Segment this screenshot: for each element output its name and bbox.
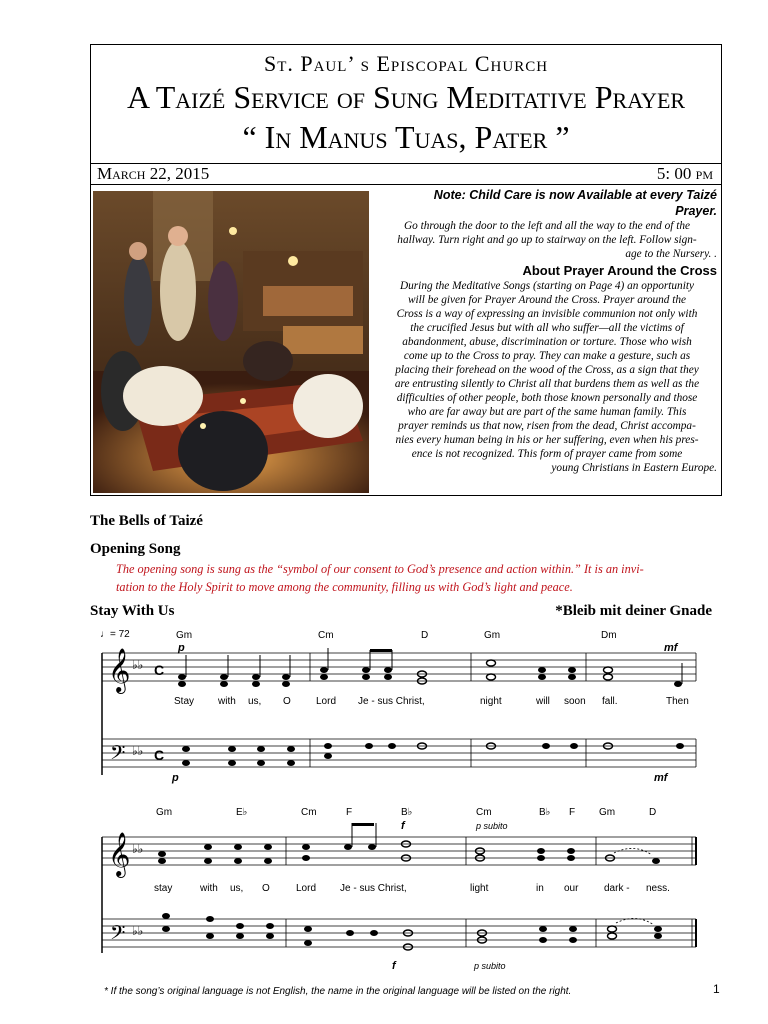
system2-bass-notes	[162, 913, 662, 950]
svg-text:light: light	[470, 883, 489, 894]
svg-text:us,: us,	[230, 883, 244, 894]
svg-text:F: F	[569, 807, 576, 818]
svg-text:p subito: p subito	[476, 821, 508, 831]
svg-text:p: p	[172, 772, 179, 784]
svg-text:B♭: B♭	[401, 807, 413, 818]
svg-text:C: C	[154, 747, 165, 763]
svg-text:our: our	[564, 883, 579, 894]
system2-lyrics	[154, 883, 670, 894]
svg-text:Gm: Gm	[156, 807, 173, 818]
song-title-german: *Bleib mit deiner Gnade	[555, 603, 712, 619]
svg-text:Then: Then	[666, 696, 689, 707]
system2-chords	[156, 807, 656, 818]
svg-text:O: O	[262, 883, 270, 894]
service-title: A Taizé Service of Sung Meditative Prayer	[126, 79, 686, 115]
svg-text:stay: stay	[154, 883, 173, 894]
svg-text:dark -: dark -	[604, 883, 630, 894]
info-column	[377, 187, 717, 475]
child-care-note-heading: Note: Child Care is now Available at every Taizé Prayer.	[433, 188, 717, 218]
footnote: * If the song’s original language is not English, the name in the original language will be listed on the right.	[104, 986, 572, 997]
svg-text:fall.: fall.	[602, 696, 618, 707]
svg-text:Cm: Cm	[301, 807, 317, 818]
svg-text:Gm: Gm	[599, 807, 616, 818]
svg-text:Gm: Gm	[484, 630, 501, 641]
svg-text:♭♭: ♭♭	[132, 744, 144, 758]
svg-text:♭♭: ♭♭	[132, 924, 144, 938]
svg-text:with: with	[218, 696, 236, 707]
opening-song-heading: Opening Song	[90, 541, 181, 557]
sheet-music	[96, 623, 706, 978]
key-signature-flat-icon: ♭♭	[132, 658, 144, 672]
system1-lyrics	[174, 696, 689, 707]
svg-text:night: night	[480, 696, 502, 707]
svg-text:Je - sus Christ,: Je - sus Christ,	[340, 883, 407, 894]
bells-heading: The Bells of Taizé	[90, 513, 203, 529]
time-signature-c: C	[154, 662, 165, 678]
svg-text:mf: mf	[664, 642, 678, 654]
bass-clef-icon: 𝄢	[110, 742, 126, 769]
svg-text:Stay: Stay	[174, 696, 195, 707]
svg-text:𝄢: 𝄢	[110, 922, 126, 949]
prayer-around-cross-photo	[93, 191, 369, 493]
svg-text:f: f	[401, 820, 405, 832]
svg-text:Lord: Lord	[296, 883, 317, 894]
svg-text:𝄞: 𝄞	[108, 834, 131, 876]
svg-text:us,: us,	[248, 696, 262, 707]
svg-text:♭♭: ♭♭	[132, 842, 144, 856]
svg-text:B♭: B♭	[539, 807, 551, 818]
svg-text:Je - sus Christ,: Je - sus Christ,	[358, 696, 425, 707]
service-date: March 22, 2015	[97, 164, 210, 183]
svg-text:soon: soon	[564, 696, 586, 707]
svg-text:O: O	[283, 696, 291, 707]
church-name: St. Paul’ s Episcopal Church	[263, 51, 549, 76]
svg-text:in: in	[536, 883, 544, 894]
svg-text:Cm: Cm	[476, 807, 492, 818]
svg-text:p: p	[178, 642, 185, 654]
svg-text:f: f	[392, 960, 396, 972]
svg-text:D: D	[421, 630, 429, 641]
tempo-marking: ♩= 72	[100, 629, 130, 640]
opening-song-text: The opening song is sung as the “symbol of our consent to God’s presence and action within.” It is an invi- tation to the Holy Spirit to move among the community, filling us with God’s light and peace.	[116, 562, 644, 594]
child-care-directions: Go through the door to the left and all the way to the end of the hallway. Turn right and go up to stairway on the left. Follow sign- age to the Nursery. .	[397, 220, 717, 260]
service-subtitle: “ In Manus Tuas, Pater ”	[242, 119, 570, 155]
about-prayer-heading: About Prayer Around the Cross	[522, 263, 717, 278]
svg-text:E♭: E♭	[236, 807, 248, 818]
svg-text:Dm: Dm	[601, 630, 617, 641]
svg-text:will: will	[536, 696, 550, 707]
song-title: Stay With Us	[90, 603, 175, 619]
date-bar	[91, 163, 721, 185]
svg-text:p subito: p subito	[474, 961, 506, 971]
svg-text:Cm: Cm	[318, 630, 334, 641]
svg-text:D: D	[649, 807, 657, 818]
svg-text:F: F	[346, 807, 353, 818]
treble-clef-icon: 𝄞	[108, 650, 131, 692]
svg-text:with: with	[200, 883, 218, 894]
header-box	[90, 44, 722, 496]
about-prayer-body: During the Meditative Songs (starting on Page 4) an opportunity will be given for Prayer Around the Cross. Prayer around the Cross is a way of expressing an invisible communion not only with the crucified Jesus but with all who suffer—all the victims of abandonment, abuse, discrimination or torture. Those who wish come up to the Cross to pray. They can make a gesture, such as placing their forehead on the wood of the Cross, as a sign that they are entrusting silently to Christ all that burdens them as well as the difficulties of other people, both those known personally and those who are far away but are part of the same human family. This prayer reminds us that now, risen from the dead, Christ accompa- nies every human being in his or her suffering, even when his pres- ence is not recognized. This form of prayer came from some young Christians in Eastern Europe.	[394, 280, 717, 474]
svg-text:Gm: Gm	[176, 630, 193, 641]
system2-bass-staff	[102, 919, 696, 947]
system1-treble-staff	[102, 653, 696, 775]
svg-text:ness.: ness.	[646, 883, 670, 894]
page-number: 1	[713, 982, 720, 996]
system1-bass-notes	[182, 743, 684, 766]
svg-text:mf: mf	[654, 772, 668, 784]
system1-chords	[176, 630, 617, 641]
svg-text:Lord: Lord	[316, 696, 337, 707]
service-time: 5: 00 pm	[656, 164, 713, 183]
